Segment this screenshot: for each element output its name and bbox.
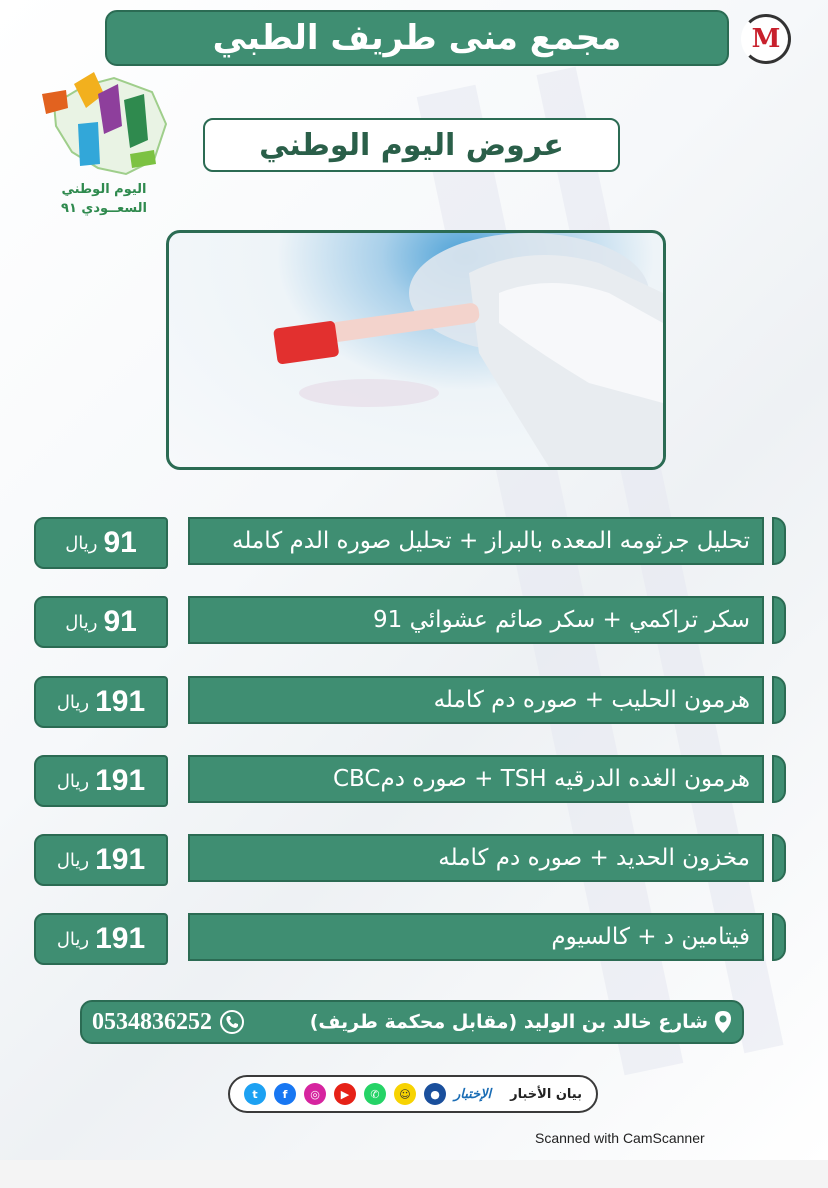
address-text: شارع خالد بن الوليد (مقابل محكمة طريف)	[309, 1011, 708, 1033]
youtube-icon[interactable]: ▶	[334, 1083, 356, 1105]
offer-price: 191 ريال	[34, 676, 168, 728]
offer-row	[34, 596, 788, 646]
offer-row-cap	[772, 517, 786, 565]
instagram-icon[interactable]: ◎	[304, 1083, 326, 1105]
offer-row-cap	[772, 596, 786, 644]
facebook-icon[interactable]: f	[274, 1083, 296, 1105]
offer-row	[34, 517, 788, 567]
offer-row	[34, 676, 788, 726]
contact-bar	[80, 1000, 744, 1044]
offer-row-cap	[772, 755, 786, 803]
offer-row-cap	[772, 676, 786, 724]
offer-description: هرمون الغده الدرقيه TSH + صوره دمCBC	[188, 755, 764, 803]
offers-title: عروض اليوم الوطني	[203, 118, 620, 172]
offer-price: 191 ريال	[34, 913, 168, 965]
offer-description: سكر تراكمي + سكر صائم عشوائي 91	[188, 596, 764, 644]
snapchat-icon[interactable]: ☺	[394, 1083, 416, 1105]
scanner-watermark: Scanned with CamScanner	[535, 1130, 705, 1146]
offer-description: هرمون الحليب + صوره دم كامله	[188, 676, 764, 724]
offer-description: تحليل جرثومه المعده بالبراز + تحليل صوره الدم كامله	[188, 517, 764, 565]
offer-description: مخزون الحديد + صوره دم كامله	[188, 834, 764, 882]
offer-price: 191 ريال	[34, 834, 168, 886]
offer-price: 91 ريال	[34, 596, 168, 648]
twitter-icon[interactable]: t	[244, 1083, 266, 1105]
offer-row-cap	[772, 913, 786, 961]
clinic-logo: M	[741, 14, 791, 64]
address-group	[310, 1010, 732, 1034]
offer-row	[34, 755, 788, 805]
whatsapp-icon[interactable]: ✆	[364, 1083, 386, 1105]
offer-description: فيتامين د + كالسيوم	[188, 913, 764, 961]
offer-row	[34, 834, 788, 884]
lab-photo	[166, 230, 666, 470]
national-day-caption: اليوم الوطني السعــودي ٩١	[61, 182, 147, 216]
news-logo-icon: ●	[424, 1083, 446, 1105]
offer-price: 91 ريال	[34, 517, 168, 569]
news-brand-logo: الإختبار	[454, 1086, 492, 1102]
offer-row-cap	[772, 834, 786, 882]
phone-group	[92, 1009, 244, 1036]
location-pin-icon	[714, 1010, 732, 1034]
phone-icon	[220, 1010, 244, 1034]
phone-number[interactable]: 0534836252	[92, 1008, 212, 1035]
offer-row	[34, 913, 788, 963]
clinic-title: مجمع منى طريف الطبي	[105, 10, 729, 66]
offer-price: 191 ريال	[34, 755, 168, 807]
social-bar	[228, 1075, 598, 1113]
news-brand-name: بيان الأخبار	[510, 1086, 582, 1102]
